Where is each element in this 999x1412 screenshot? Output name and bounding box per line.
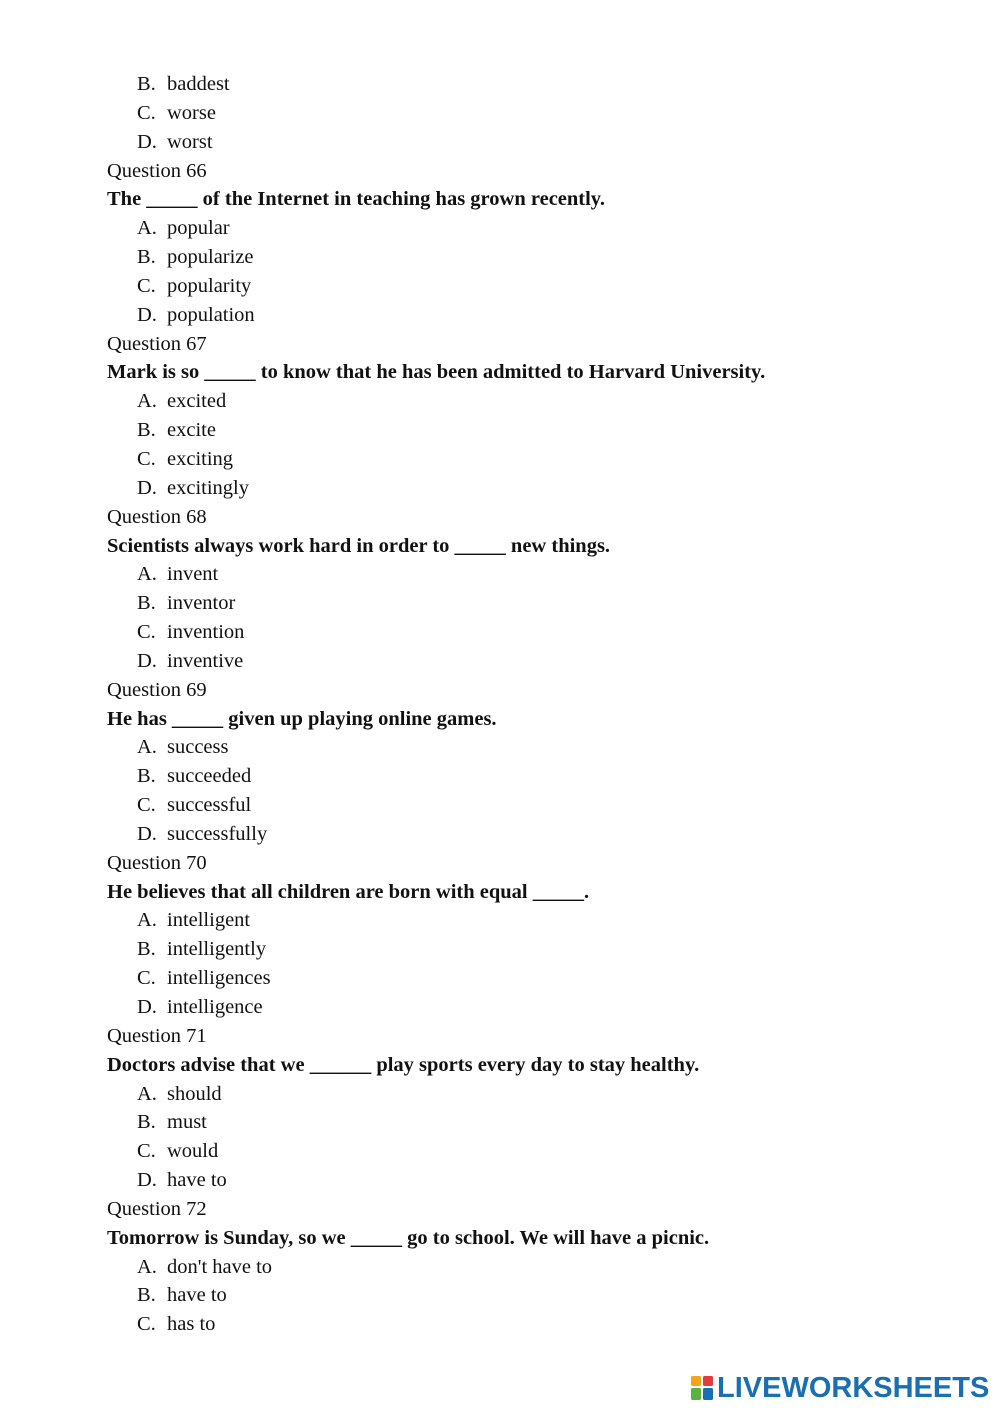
option-text: popular	[167, 217, 230, 240]
answer-option	[107, 243, 967, 272]
option-letter: C.	[137, 621, 156, 644]
option-text: worst	[167, 130, 213, 153]
option-letter: D.	[137, 996, 157, 1018]
question-label: Question 70	[107, 851, 207, 874]
option-text: successfully	[167, 822, 268, 845]
option-letter: B.	[137, 765, 156, 788]
answer-option	[107, 993, 967, 1022]
option-text: exciting	[167, 447, 234, 470]
answer-option	[107, 1108, 967, 1137]
option-text: should	[167, 1082, 222, 1105]
logo-text: LIVEWORKSHEETS	[717, 1371, 990, 1404]
option-text: intelligent	[167, 909, 251, 932]
question-block	[107, 676, 967, 849]
option-letter: C.	[137, 1140, 156, 1163]
option-letter: B.	[137, 938, 156, 961]
liveworksheets-logo	[691, 1372, 989, 1404]
option-text: invention	[167, 621, 245, 644]
option-text: popularity	[167, 274, 252, 297]
question-block	[107, 849, 967, 1022]
answer-option	[107, 474, 967, 503]
option-letter: B.	[137, 592, 156, 615]
question-block	[107, 1022, 967, 1195]
option-letter: C.	[137, 794, 156, 817]
answer-option	[107, 560, 967, 589]
question-block	[107, 330, 967, 503]
answer-option	[107, 733, 967, 762]
option-text: inventor	[167, 592, 236, 615]
option-letter: C.	[137, 447, 156, 470]
option-text: must	[167, 1111, 207, 1134]
option-text: have to	[167, 1284, 227, 1307]
answer-option	[107, 1080, 967, 1109]
option-letter: B.	[137, 419, 156, 442]
option-text: succeeded	[167, 765, 252, 788]
answer-option	[107, 1281, 967, 1310]
option-letter: A.	[137, 1255, 157, 1278]
option-letter: D.	[137, 476, 157, 499]
answer-option	[107, 1310, 967, 1339]
answer-option	[107, 820, 967, 849]
option-text: population	[167, 303, 255, 326]
question-text: Tomorrow is Sunday, so we _____ go to school. We will have a picnic.	[107, 1226, 710, 1249]
answer-option	[107, 214, 967, 243]
option-text: worse	[167, 101, 216, 124]
option-letter: D.	[137, 1169, 157, 1192]
option-text: invent	[167, 563, 219, 586]
option-text: has to	[167, 1313, 216, 1336]
question-label: Question 68	[107, 505, 207, 528]
question-label: Question 66	[107, 159, 207, 182]
option-text: don't have to	[167, 1255, 273, 1278]
option-text: excitingly	[167, 476, 249, 499]
answer-option	[107, 964, 967, 993]
option-text: baddest	[167, 73, 230, 95]
option-text: intelligences	[167, 967, 271, 990]
question-label: Question 72	[107, 1197, 207, 1220]
answer-option	[107, 128, 967, 157]
option-text: excite	[167, 419, 216, 442]
question-text: He has _____ given up playing online games.	[107, 707, 497, 730]
question-block	[107, 1195, 967, 1339]
option-letter: D.	[137, 303, 157, 326]
question-block	[107, 503, 967, 676]
answer-option	[107, 647, 967, 676]
option-text: successful	[167, 794, 252, 817]
answer-option	[107, 762, 967, 791]
option-letter: B.	[137, 1284, 156, 1307]
option-letter: D.	[137, 130, 157, 153]
option-text: would	[167, 1140, 219, 1163]
answer-option	[107, 1253, 967, 1282]
answer-option	[107, 99, 967, 128]
liveworksheets-logo-icon	[691, 1376, 713, 1400]
question-label: Question 69	[107, 678, 207, 701]
option-letter: C.	[137, 101, 156, 124]
question-label: Question 71	[107, 1024, 207, 1047]
answer-option	[107, 272, 967, 301]
option-text: success	[167, 736, 229, 759]
option-letter: D.	[137, 822, 157, 845]
option-text: popularize	[167, 246, 254, 269]
question-text: Doctors advise that we ______ play sports every day to stay healthy.	[107, 1053, 700, 1076]
option-letter: C.	[137, 1313, 156, 1336]
answer-option	[107, 1166, 967, 1195]
answer-option	[107, 618, 967, 647]
option-text: inventive	[167, 649, 244, 672]
answer-option	[107, 906, 967, 935]
option-letter: A.	[137, 909, 157, 932]
question-label: Question 67	[107, 332, 207, 355]
worksheet-document	[107, 70, 967, 1339]
option-text: excited	[167, 390, 227, 413]
question-text: Mark is so _____ to know that he has been admitted to Harvard University.	[107, 361, 766, 384]
answer-option	[107, 387, 967, 416]
option-text: intelligently	[167, 938, 267, 961]
answer-option	[107, 301, 967, 330]
option-letter: B.	[137, 73, 156, 95]
option-letter: A.	[137, 563, 157, 586]
option-text: intelligence	[167, 996, 263, 1018]
option-letter: A.	[137, 736, 157, 759]
option-letter: A.	[137, 217, 157, 240]
answer-option	[107, 445, 967, 474]
answer-option	[107, 1137, 967, 1166]
option-text: have to	[167, 1169, 227, 1192]
answer-option	[107, 589, 967, 618]
option-letter: B.	[137, 1111, 156, 1134]
option-letter: B.	[137, 246, 156, 269]
question-text: Scientists always work hard in order to _____ new things.	[107, 534, 611, 557]
question-text: He believes that all children are born with equal _____.	[107, 880, 590, 903]
option-letter: D.	[137, 649, 157, 672]
option-letter: C.	[137, 274, 156, 297]
answer-option	[107, 791, 967, 820]
option-letter: C.	[137, 967, 156, 990]
answer-option	[107, 416, 967, 445]
option-letter: A.	[137, 1082, 157, 1105]
option-letter: A.	[137, 390, 157, 413]
answer-option	[107, 70, 967, 99]
question-block	[107, 157, 967, 330]
question-text: The _____ of the Internet in teaching has grown recently.	[107, 188, 606, 211]
answer-option	[107, 935, 967, 964]
